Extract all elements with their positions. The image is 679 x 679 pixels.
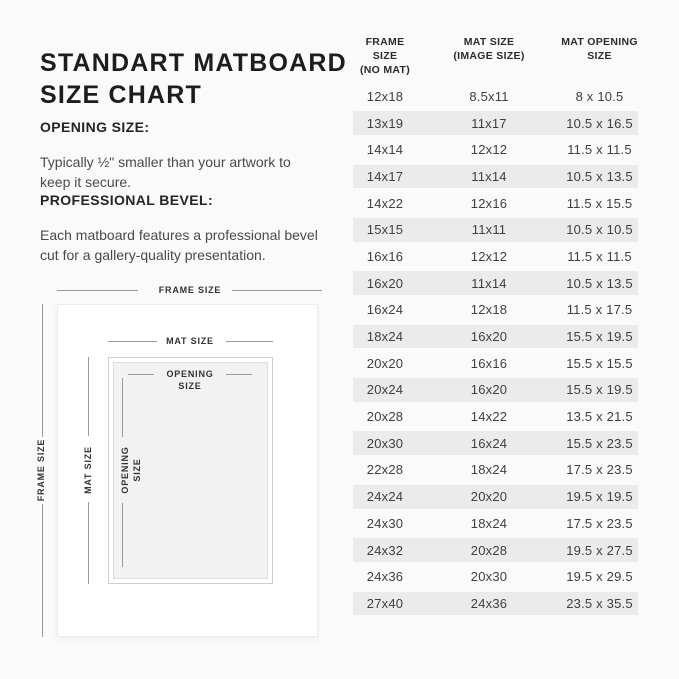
cell-mat-opening: 23.5 x 35.5 bbox=[566, 595, 633, 611]
cell-mat-size: 16x20 bbox=[470, 329, 508, 345]
opening-size-vline-bottom bbox=[122, 503, 123, 567]
cell-frame-size: 24x32 bbox=[366, 542, 404, 558]
cell-frame-size: 13x19 bbox=[366, 115, 404, 131]
opening-size-vline-top bbox=[122, 378, 123, 437]
cell-frame-size: 20x28 bbox=[366, 409, 404, 425]
cell-mat-opening: 10.5 x 13.5 bbox=[566, 168, 633, 184]
column-header-line: SIZE bbox=[587, 50, 612, 62]
table-row bbox=[353, 537, 638, 564]
cell-mat-opening: 11.5 x 15.5 bbox=[566, 195, 633, 211]
cell-frame-size: 24x24 bbox=[366, 489, 404, 505]
table-row bbox=[353, 377, 638, 404]
frame-size-vline-bottom bbox=[42, 504, 43, 637]
table-row bbox=[353, 483, 638, 510]
professional-bevel-description: Each matboard features a professional bevel cut for a gallery-quality presentation. bbox=[40, 227, 318, 263]
professional-bevel-heading: PROFESSIONAL BEVEL: bbox=[40, 192, 214, 208]
cell-frame-size: 24x36 bbox=[366, 569, 404, 585]
cell-mat-opening: 8 x 10.5 bbox=[575, 88, 624, 104]
cell-frame-size: 16x16 bbox=[366, 248, 404, 264]
mat-size-vline-top bbox=[88, 357, 89, 436]
cell-frame-size: 12x18 bbox=[366, 88, 404, 104]
opening-size-label-top: OPENING SIZE bbox=[166, 369, 214, 391]
column-header-frame-size bbox=[353, 35, 417, 77]
mat-size-line-right bbox=[226, 341, 273, 342]
table-row bbox=[353, 350, 638, 377]
cell-frame-size: 24x30 bbox=[366, 515, 404, 531]
cell-frame-size: 14x14 bbox=[366, 142, 404, 158]
cell-mat-size: 11x14 bbox=[471, 275, 507, 291]
cell-mat-size: 11x14 bbox=[471, 168, 507, 184]
column-header-line: FRAME SIZE bbox=[365, 36, 405, 62]
cell-mat-size: 11x17 bbox=[471, 115, 507, 131]
cell-mat-size: 12x12 bbox=[470, 142, 508, 158]
column-header-mat-size bbox=[417, 35, 561, 77]
cell-frame-size: 27x40 bbox=[366, 595, 404, 611]
cell-frame-size: 22x28 bbox=[366, 462, 404, 478]
cell-frame-size: 14x22 bbox=[366, 195, 404, 211]
column-header-line: MAT OPENING bbox=[561, 36, 638, 48]
frame-size-label-top: FRAME SIZE bbox=[158, 285, 222, 295]
table-row bbox=[353, 430, 638, 457]
column-header-line: (NO MAT) bbox=[359, 64, 411, 76]
cell-mat-size: 16x16 bbox=[470, 355, 508, 371]
cell-frame-size: 16x24 bbox=[366, 302, 404, 318]
cell-mat-opening: 17.5 x 23.5 bbox=[566, 515, 633, 531]
cell-frame-size: 20x30 bbox=[366, 435, 404, 451]
cell-frame-size: 15x15 bbox=[366, 222, 404, 238]
frame-size-line-left bbox=[57, 290, 138, 291]
table-row bbox=[353, 297, 638, 324]
frame-size-label-left: FRAME SIZE bbox=[36, 438, 46, 502]
cell-mat-opening: 19.5 x 29.5 bbox=[566, 569, 633, 585]
table-row bbox=[353, 243, 638, 270]
cell-mat-opening: 10.5 x 16.5 bbox=[566, 115, 633, 131]
table-row bbox=[353, 83, 638, 110]
cell-frame-size: 20x20 bbox=[366, 355, 404, 371]
table-rows bbox=[353, 83, 638, 617]
table-row bbox=[353, 216, 638, 243]
table-row bbox=[353, 190, 638, 217]
cell-mat-opening: 11.5 x 11.5 bbox=[567, 248, 632, 264]
cell-mat-size: 14x22 bbox=[470, 409, 508, 425]
cell-mat-opening: 13.5 x 21.5 bbox=[566, 409, 633, 425]
mat-size-vline-bottom bbox=[88, 502, 89, 584]
table-row bbox=[353, 510, 638, 537]
cell-mat-size: 18x24 bbox=[470, 515, 508, 531]
cell-mat-size: 12x12 bbox=[470, 248, 508, 264]
cell-frame-size: 16x20 bbox=[366, 275, 404, 291]
cell-mat-opening: 15.5 x 15.5 bbox=[566, 355, 633, 371]
cell-mat-opening: 15.5 x 19.5 bbox=[566, 382, 633, 398]
cell-mat-opening: 10.5 x 10.5 bbox=[566, 222, 633, 238]
column-header-line: (IMAGE SIZE) bbox=[453, 50, 525, 62]
cell-mat-size: 16x24 bbox=[470, 435, 508, 451]
cell-mat-size: 8.5x11 bbox=[469, 88, 509, 104]
opening-size-label-left: OPENING SIZE bbox=[120, 446, 142, 494]
cell-mat-opening: 15.5 x 23.5 bbox=[566, 435, 633, 451]
cell-mat-size: 24x36 bbox=[470, 595, 508, 611]
cell-mat-size: 18x24 bbox=[470, 462, 508, 478]
opening-size-description: Typically ½" smaller than your artwork to keep it secure. bbox=[40, 154, 291, 190]
cell-frame-size: 20x24 bbox=[366, 382, 404, 398]
cell-mat-opening: 17.5 x 23.5 bbox=[566, 462, 633, 478]
opening-size-line-left bbox=[128, 374, 154, 375]
cell-mat-opening: 11.5 x 11.5 bbox=[567, 142, 632, 158]
table-row bbox=[353, 323, 638, 350]
cell-mat-opening: 19.5 x 19.5 bbox=[566, 489, 633, 505]
cell-mat-size: 16x20 bbox=[470, 382, 508, 398]
table-row bbox=[353, 136, 638, 163]
cell-mat-size: 12x18 bbox=[470, 302, 508, 318]
table-row bbox=[353, 270, 638, 297]
page-title-line2: SIZE CHART bbox=[40, 80, 202, 109]
cell-mat-opening: 11.5 x 17.5 bbox=[566, 302, 633, 318]
cell-mat-size: 20x28 bbox=[470, 542, 508, 558]
cell-mat-opening: 10.5 x 13.5 bbox=[566, 275, 633, 291]
frame-size-line-right bbox=[232, 290, 322, 291]
column-header-line: MAT SIZE bbox=[463, 36, 515, 48]
cell-mat-size: 20x30 bbox=[470, 569, 508, 585]
opening-size-line-right bbox=[226, 374, 252, 375]
cell-frame-size: 18x24 bbox=[366, 329, 404, 345]
table-row bbox=[353, 590, 638, 617]
cell-mat-opening: 19.5 x 27.5 bbox=[566, 542, 633, 558]
table-row bbox=[353, 457, 638, 484]
cell-mat-size: 20x20 bbox=[470, 489, 508, 505]
cell-frame-size: 14x17 bbox=[366, 168, 404, 184]
opening-size-heading: OPENING SIZE: bbox=[40, 119, 150, 135]
cell-mat-opening: 15.5 x 19.5 bbox=[566, 329, 633, 345]
cell-mat-size: 11x11 bbox=[471, 222, 507, 238]
table-header bbox=[353, 35, 638, 77]
table-row bbox=[353, 563, 638, 590]
table-row bbox=[353, 110, 638, 137]
page-title-line1: STANDART MATBOARD bbox=[40, 48, 347, 77]
column-header-mat-opening bbox=[561, 35, 638, 77]
table-row bbox=[353, 403, 638, 430]
cell-mat-size: 12x16 bbox=[470, 195, 508, 211]
mat-size-label-left: MAT SIZE bbox=[83, 446, 93, 494]
frame-size-vline-top bbox=[42, 304, 43, 437]
table-row bbox=[353, 163, 638, 190]
mat-size-label-top: MAT SIZE bbox=[166, 336, 214, 346]
